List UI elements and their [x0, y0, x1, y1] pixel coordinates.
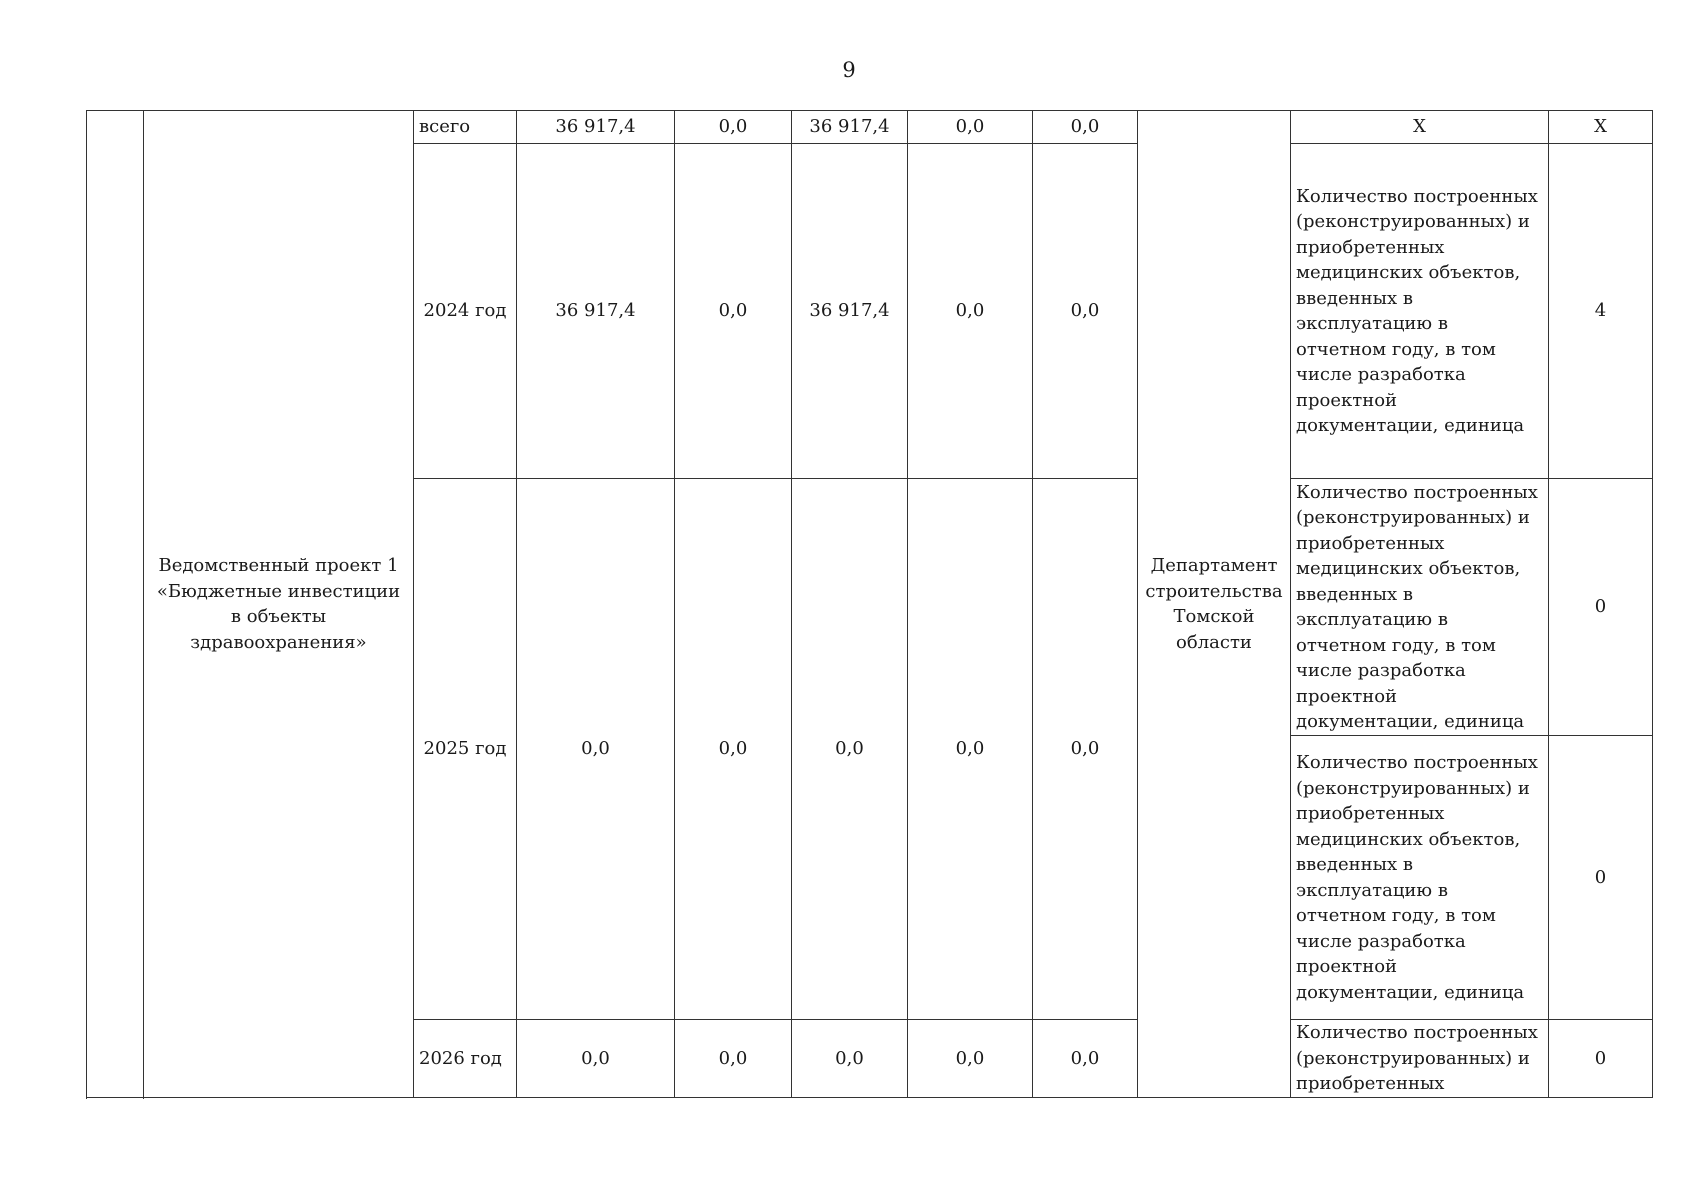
- value-cell: 0,0: [1033, 1020, 1138, 1098]
- value-cell: 0,0: [517, 479, 675, 1020]
- value-cell: 0,0: [908, 479, 1033, 1020]
- value-cell: 0,0: [1033, 479, 1138, 1020]
- value-cell: 0,0: [908, 144, 1033, 479]
- value-cell: 0,0: [1033, 144, 1138, 479]
- value-cell: 0,0: [792, 479, 908, 1020]
- indicator-cell: Количество построенных (реконструированных) и приобретенных медицинских объектов, введенных в эксплуатацию в отчетном году, в том числе разработка проектной документации, единица: [1291, 479, 1549, 736]
- period-cell: всего: [414, 111, 517, 144]
- indicator-value-cell: 4: [1549, 144, 1653, 479]
- indicator-value-cell: X: [1549, 111, 1653, 144]
- value-cell: 0,0: [675, 1020, 792, 1098]
- table-row: [87, 111, 1653, 144]
- period-cell: 2024 год: [414, 144, 517, 479]
- value-cell: 0,0: [675, 144, 792, 479]
- indicator-cell: Количество построенных (реконструированных) и приобретенных медицинских объектов, введенных в эксплуатацию в отчетном году, в том числе разработка проектной документации, единица: [1291, 736, 1549, 1020]
- value-cell: 0,0: [908, 1020, 1033, 1098]
- value-cell: 36 917,4: [517, 111, 675, 144]
- value-cell: 0,0: [908, 111, 1033, 144]
- indicator-value-cell: 0: [1549, 736, 1653, 1020]
- value-cell: 0,0: [675, 479, 792, 1020]
- indicator-value-cell: 0: [1549, 1020, 1653, 1098]
- indicator-cell: Количество построенных (реконструированных) и приобретенных медицинских объектов, введенных в эксплуатацию в отчетном году, в том числе разработка проектной документации, единица: [1291, 144, 1549, 479]
- indicator-cell: X: [1291, 111, 1549, 144]
- financing-table: [86, 110, 1653, 1098]
- period-cell: 2025 год: [414, 479, 517, 1020]
- index-cell: [87, 111, 144, 1098]
- value-cell: 36 917,4: [517, 144, 675, 479]
- value-cell: 0,0: [1033, 111, 1138, 144]
- value-cell: 0,0: [792, 1020, 908, 1098]
- period-cell: 2026 год: [414, 1020, 517, 1098]
- value-cell: 36 917,4: [792, 111, 908, 144]
- responsible-cell: Департамент строительства Томской области: [1138, 111, 1291, 1098]
- indicator-cell: Количество построенных (реконструированных) и приобретенных: [1291, 1020, 1549, 1098]
- value-cell: 0,0: [517, 1020, 675, 1098]
- page-number: 9: [842, 58, 856, 82]
- project-name-cell: Ведомственный проект 1 «Бюджетные инвестиции в объекты здравоохранения»: [144, 111, 414, 1098]
- indicator-value-cell: 0: [1549, 479, 1653, 736]
- value-cell: 0,0: [675, 111, 792, 144]
- value-cell: 36 917,4: [792, 144, 908, 479]
